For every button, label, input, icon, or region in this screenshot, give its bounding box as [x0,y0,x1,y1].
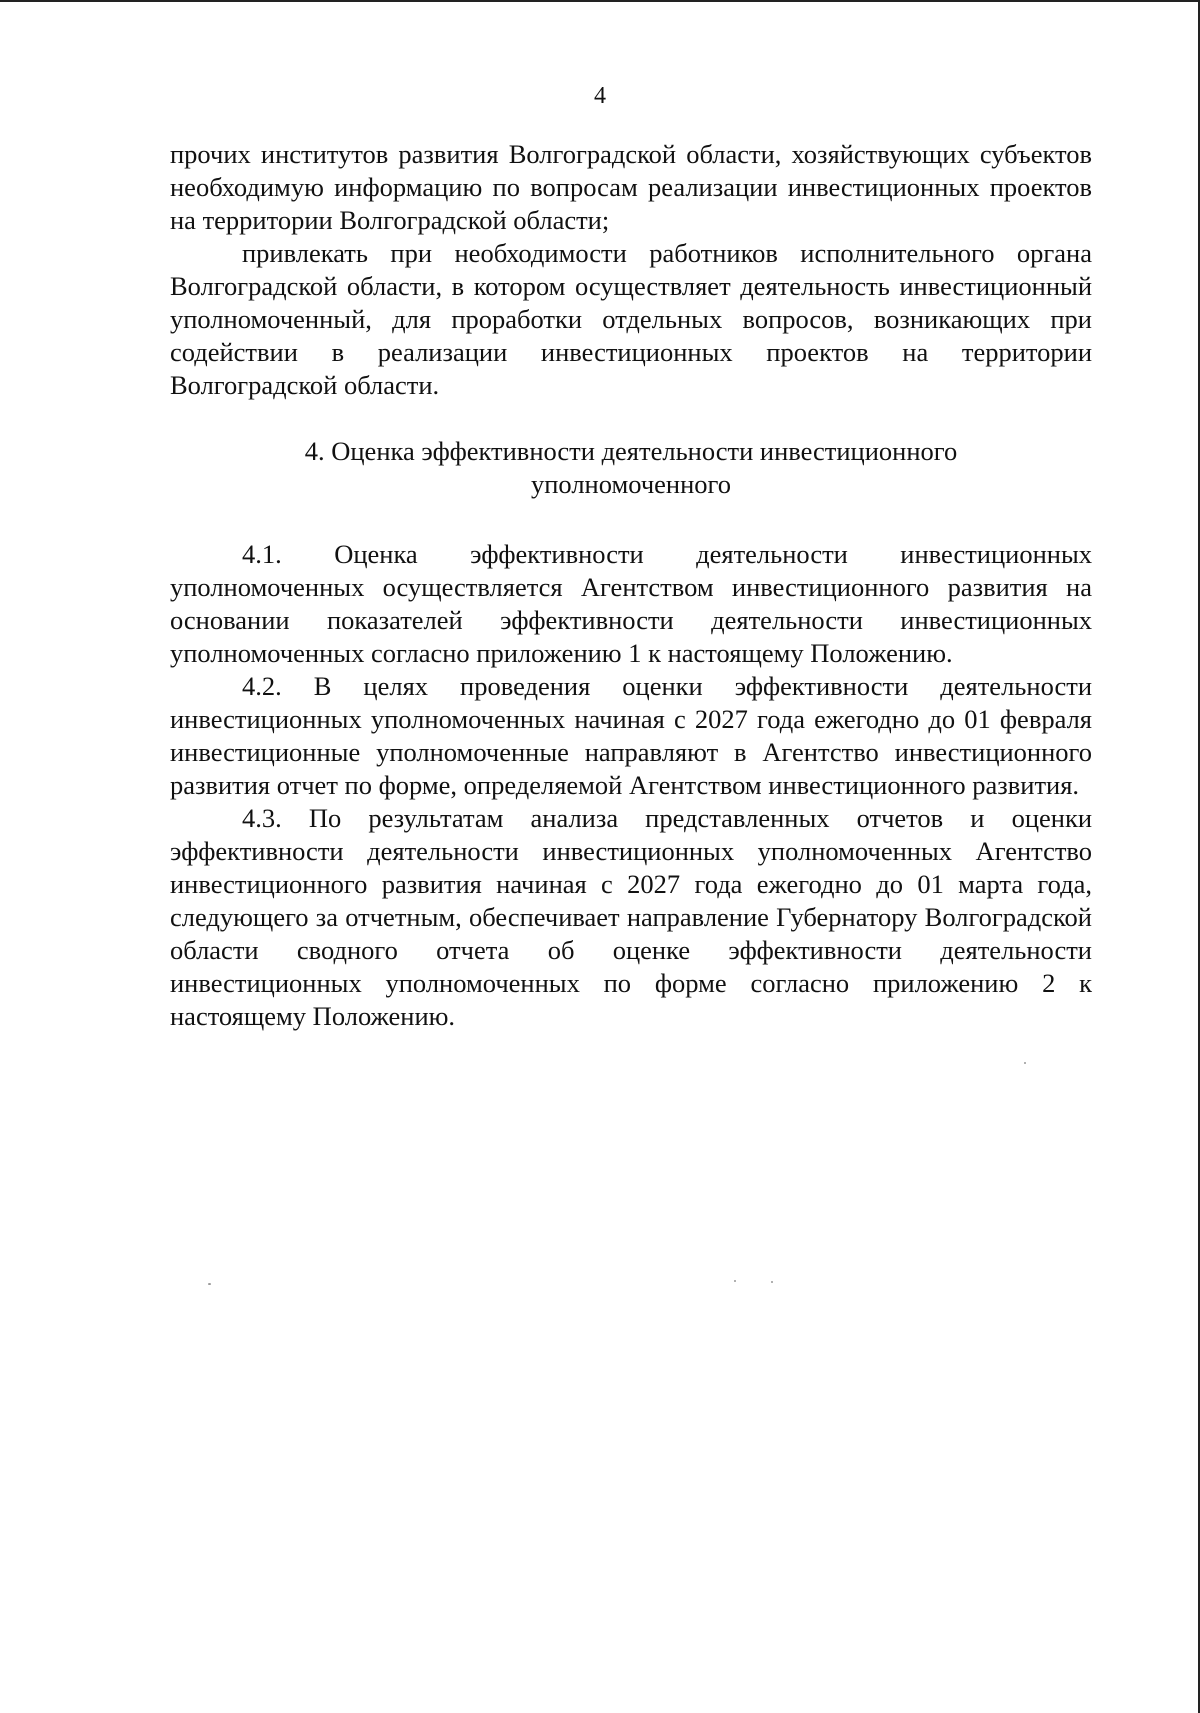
scan-speck [1024,1062,1026,1064]
paragraph-involve-workers: привлекать при необходимости работников исполнительного органа Волгоградской области, в котором осуществляет деятельность инвестиционный уполномоченный, для проработки отдельных вопросов, возникающих при содействии в реализации инвестиционных проектов на территории Волгоградской области. [170,238,1092,400]
scan-speck [734,1280,736,1282]
clause-4-2: 4.2. В целях проведения оценки эффективности деятельности инвестиционных уполномоченных начиная с 2027 года ежегодно до 01 февраля инвестиционные уполномоченные направляют в Агентство инвестиционного развития отчет по форме, определяемой Агентством инвестиционного развития. [170,671,1092,800]
paragraph-continuation: прочих институтов развития Волгоградской области, хозяйствующих субъектов необходимую информацию по вопросам реализации инвестиционных проектов на территории Волгоградской области; [170,139,1092,235]
section-heading-line-2: уполномоченного [531,469,731,499]
scan-speck [771,1281,773,1283]
scan-speck [208,1283,211,1285]
section-heading-line-1: 4. Оценка эффективности деятельности инвестиционного [304,436,958,466]
clause-4-3: 4.3. По результатам анализа представленных отчетов и оценки эффективности деятельности инвестиционных уполномоченных Агентство инвестиционного развития начиная с 2027 года ежегодно до 01 марта года, следующего за отчетным, обеспечивает направление Губернатору Волгоградской области сводного отчета об оценке эффективности деятельности инвестиционных уполномоченных по форме согласно приложению 2 к настоящему Положению. [170,803,1092,1031]
page-number: 4 [594,83,606,109]
top-edge-line [0,0,1200,2]
clause-4-1: 4.1. Оценка эффективности деятельности инвестиционных уполномоченных осуществляется Агентством инвестиционного развития на основании показателей эффективности деятельности инвестиционных уполномоченных согласно приложению 1 к настоящему Положению. [170,539,1092,668]
section-heading [170,435,1092,501]
document-body [170,138,1092,1033]
